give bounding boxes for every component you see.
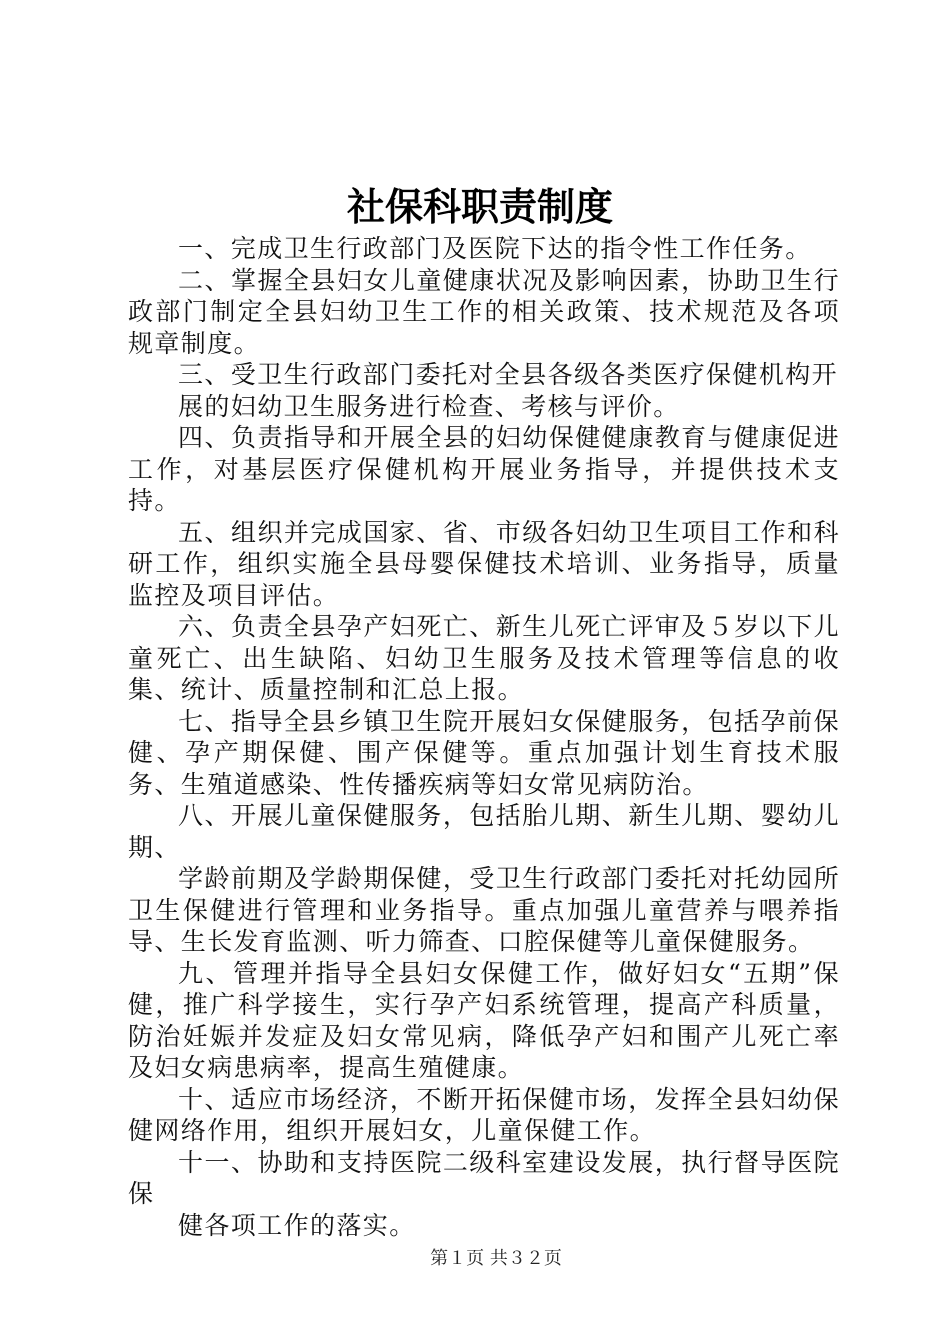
paragraph-2: 二、掌握全县妇女儿童健康状况及影响因素，协助卫生行政部门制定全县妇幼卫生工作的相关政策、技术规范及各项规章制度。 xyxy=(128,265,840,358)
paragraph-11-continued: 健各项工作的落实。 xyxy=(178,1210,416,1240)
paragraph-6: 六、负责全县孕产妇死亡、新生儿死亡评审及５岁以下儿童死亡、出生缺陷、妇幼卫生服务及技术管理等信息的收集、统计、质量控制和汇总上报。 xyxy=(128,612,840,704)
paragraph-7: 七、指导全县乡镇卫生院开展妇女保健服务，包括孕前保健、孕产期保健、围产保健等。重点加强计划生育技术服务、生殖道感染、性传播疾病等妇女常见病防治。 xyxy=(128,706,840,799)
paragraph-9: 九、管理并指导全县妇女保健工作，做好妇女“五期”保健，推广科学接生，实行孕产妇系统管理，提高产科质量，防治妊娠并发症及妇女常见病，降低孕产妇和围产儿死亡率及妇女病患病率，提高生殖健康。 xyxy=(128,958,840,1082)
paragraph-3-continued: 展的妇幼卫生服务进行检查、考核与评价。 xyxy=(178,391,680,421)
paragraph-3: 三、受卫生行政部门委托对全县各级各类医疗保健机构开 xyxy=(178,360,839,389)
paragraph-1: 一、完成卫生行政部门及医院下达的指令性工作任务。 xyxy=(178,234,812,263)
paragraph-5: 五、组织并完成国家、省、市级各妇幼卫生项目工作和科研工作，组织实施全县母婴保健技术培训、业务指导，质量监控及项目评估。 xyxy=(128,517,840,610)
document-title: 社保科职责制度 xyxy=(346,184,613,229)
paragraph-11: 十一、协助和支持医院二级科室建设发展，执行督导医院保 xyxy=(128,1147,840,1208)
paragraph-10: 十、适应市场经济，不断开拓保健市场，发挥全县妇幼保健网络作用，组织开展妇女，儿童保健工作。 xyxy=(128,1084,840,1145)
paragraph-4: 四、负责指导和开展全县的妇幼保健健康教育与健康促进工作，对基层医疗保健机构开展业务指导，并提供技术支持。 xyxy=(128,423,840,515)
paragraph-8-continued: 学龄前期及学龄期保健，受卫生行政部门委托对托幼园所卫生保健进行管理和业务指导。重点加强儿童营养与喂养指导、生长发育监测、听力筛查、口腔保健等儿童保健服务。 xyxy=(128,864,840,956)
paragraph-8: 八、开展儿童保健服务，包括胎儿期、新生儿期、婴幼儿期、 xyxy=(128,801,840,862)
page-number-footer: 第１页 共３２页 xyxy=(430,1248,562,1269)
document-body xyxy=(128,233,840,1241)
